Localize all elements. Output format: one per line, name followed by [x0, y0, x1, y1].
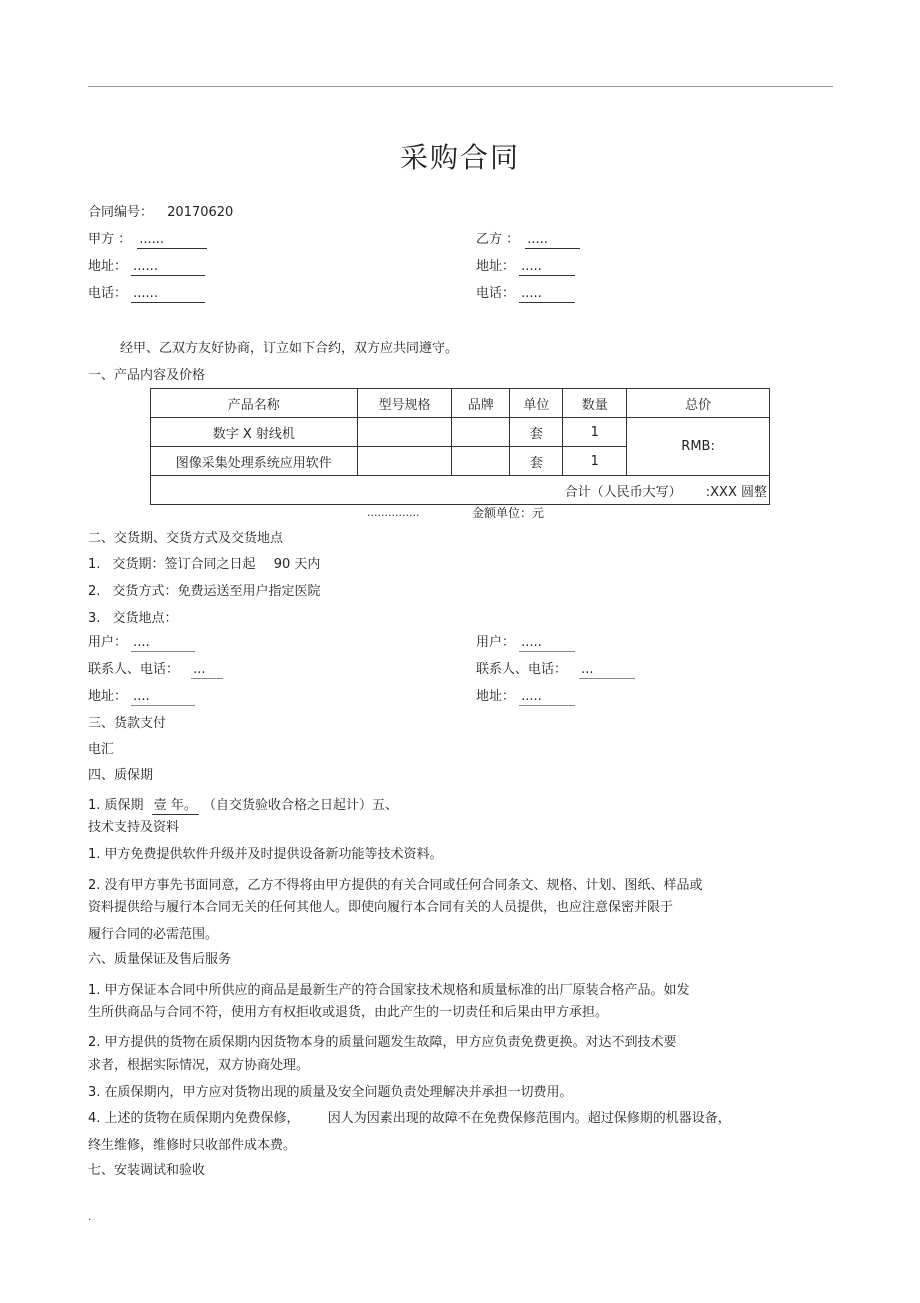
cell-unit: 套	[510, 418, 563, 447]
contact-b-label: 联系人、电话：	[476, 662, 568, 677]
cell-brand	[452, 418, 510, 447]
cell-brand	[452, 447, 510, 476]
tech-support-item-2-line-1: 2. 没有甲方事先书面同意，乙方不得将由甲方提供的有关合同或任何合同条文、规格、计划、图纸、样品或	[88, 878, 703, 893]
header-total-price: 总价	[627, 389, 770, 418]
quality-item-2-line-2: 求者，根据实际情况，双方协商处理。	[88, 1058, 310, 1073]
intro-text: 经甲、乙双方友好协商，订立如下合约，双方应共同遵守。	[120, 341, 459, 356]
page-corner-mark: .	[88, 1212, 92, 1223]
cell-unit: 套	[510, 447, 563, 476]
delivery-address-a-label: 地址：	[88, 689, 128, 704]
party-b-label: 乙方 ：	[476, 232, 520, 247]
quality-item-3: 3. 在质保期内，甲方应对货物出现的质量及安全问题负责处理解决并承担一切费用。	[88, 1085, 573, 1100]
quality-item-4-line-1	[88, 1111, 731, 1127]
address-a-value: ......	[131, 259, 205, 276]
quality-item-1-line-2: 生所供商品与合同不符，使用方有权拒收或退货，由此产生的一切责任和后果由甲方承担。	[88, 1005, 609, 1020]
document-title: 采购合同	[399, 141, 520, 174]
address-b-label: 地址：	[476, 259, 516, 274]
table-row	[151, 418, 770, 447]
warranty-suffix: （自交货验收合格之日起计）五、	[202, 798, 398, 813]
header-rule	[88, 86, 833, 87]
tech-support-item-1: 1. 甲方免费提供软件升级并及时提供设备新功能等技术资料。	[88, 847, 443, 862]
table-sum-row	[151, 476, 770, 505]
delivery-address-b-label: 地址：	[476, 689, 516, 704]
cell-quantity: 1	[563, 418, 627, 447]
contact-b-value: ...	[579, 662, 635, 679]
quality-item-1-line-1: 1. 甲方保证本合同中所供应的商品是最新生产的符合国家技术规格和质量标准的出厂原装合格产品。如发	[88, 983, 690, 998]
phone-a-label: 电话：	[88, 286, 128, 301]
below-table-dots: ...............	[367, 506, 420, 519]
cell-total-price: RMB:	[627, 418, 770, 476]
contract-number	[88, 205, 233, 221]
party-a-value: ......	[137, 232, 207, 249]
header-unit: 单位	[510, 389, 563, 418]
party-b	[476, 232, 580, 249]
phone-b	[476, 286, 575, 303]
item-number: 1.	[88, 557, 101, 572]
delivery-address-b	[476, 689, 575, 706]
phone-b-value: .....	[519, 286, 575, 303]
contact-a-value: ...	[191, 662, 223, 679]
tech-support-item-2-line-3: 履行合同的必需范围。	[88, 927, 219, 942]
delivery-item-1	[88, 557, 320, 573]
phone-a	[88, 286, 205, 303]
item-number: 3.	[88, 611, 101, 626]
header-quantity: 数量	[563, 389, 627, 418]
address-b-value: .....	[519, 259, 575, 276]
section-3-heading: 三、货款支付	[88, 716, 167, 731]
quality-item-4-part-b: 因人为因素出现的故障不在免费保修范围内。超过保修期的机器设备，	[327, 1111, 731, 1126]
contract-number-value: 20170620	[167, 205, 234, 220]
phone-b-label: 电话：	[476, 286, 516, 301]
cell-quantity: 1	[563, 447, 627, 476]
product-table	[150, 388, 770, 505]
delivery-contact-b	[476, 662, 635, 679]
section-7-heading: 七、安装调试和验收	[88, 1163, 206, 1178]
user-b-label: 用户：	[476, 635, 516, 650]
cell-product-name: 图像采集处理系统应用软件	[151, 447, 358, 476]
quality-item-2-line-1: 2. 甲方提供的货物在质保期内因货物本身的质量问题发生故障，甲方应负责免费更换。对达不到技术要	[88, 1035, 677, 1050]
payment-method: 电汇	[88, 742, 115, 757]
delivery-period-value: 90 天内	[273, 557, 321, 572]
section-4-heading: 四、质保期	[88, 768, 154, 783]
delivery-user-a	[88, 635, 195, 652]
header-product-name: 产品名称	[151, 389, 358, 418]
address-b	[476, 259, 575, 276]
tech-support-item-2-line-2: 资料提供给与履行本合同无关的任何其他人。即使向履行本合同有关的人员提供，也应注意保密并限于	[88, 900, 674, 915]
delivery-user-b	[476, 635, 575, 652]
party-a	[88, 232, 207, 249]
section-2-heading: 二、交货期、交货方式及交货地点	[88, 531, 284, 546]
warranty-prefix: 1. 质保期	[88, 798, 144, 813]
delivery-address-a	[88, 689, 195, 706]
delivery-period-text: 交货期：签订合同之日起	[112, 557, 256, 572]
contact-a-label: 联系人、电话：	[88, 662, 180, 677]
sum-cell	[151, 476, 770, 505]
address-a	[88, 259, 205, 276]
quality-item-4-part-a: 4. 上述的货物在质保期内免费保修，	[88, 1111, 300, 1126]
delivery-contact-a	[88, 662, 223, 679]
contract-number-label: 合同编号：	[88, 205, 154, 220]
phone-a-value: ......	[131, 286, 205, 303]
address-a-label: 地址：	[88, 259, 128, 274]
sum-label: 合计（人民币大写）	[564, 484, 682, 500]
table-header-row	[151, 389, 770, 418]
cell-model	[357, 418, 452, 447]
warranty-item-1	[88, 798, 398, 815]
delivery-item-2	[88, 584, 321, 600]
warranty-period: 壹 年。	[153, 798, 197, 813]
quality-item-4-line-2: 终生维修，维修时只收部件成本费。	[88, 1138, 297, 1153]
party-a-label: 甲方 ：	[88, 232, 132, 247]
section-6-heading: 六、质量保证及售后服务	[88, 952, 232, 967]
header-brand: 品牌	[452, 389, 510, 418]
delivery-address-a-value: ....	[131, 689, 195, 706]
cell-model	[357, 447, 452, 476]
user-a-label: 用户：	[88, 635, 128, 650]
delivery-address-b-value: .....	[519, 689, 575, 706]
currency-unit: 金额单位：元	[472, 506, 545, 520]
delivery-method-text: 交货方式：免费运送至用户指定医院	[112, 584, 321, 599]
cell-product-name: 数字 X 射线机	[151, 418, 358, 447]
header-model: 型号规格	[357, 389, 452, 418]
section-1-heading: 一、产品内容及价格	[88, 368, 206, 383]
user-b-value: .....	[519, 635, 575, 652]
delivery-item-3	[88, 611, 178, 627]
party-b-value: .....	[525, 232, 580, 249]
user-a-value: ....	[131, 635, 195, 652]
sum-value: :XXX 圆整	[705, 484, 767, 500]
item-number: 2.	[88, 584, 101, 599]
section-5-heading: 技术支持及资料	[88, 820, 180, 835]
delivery-place-text: 交货地点：	[112, 611, 178, 626]
